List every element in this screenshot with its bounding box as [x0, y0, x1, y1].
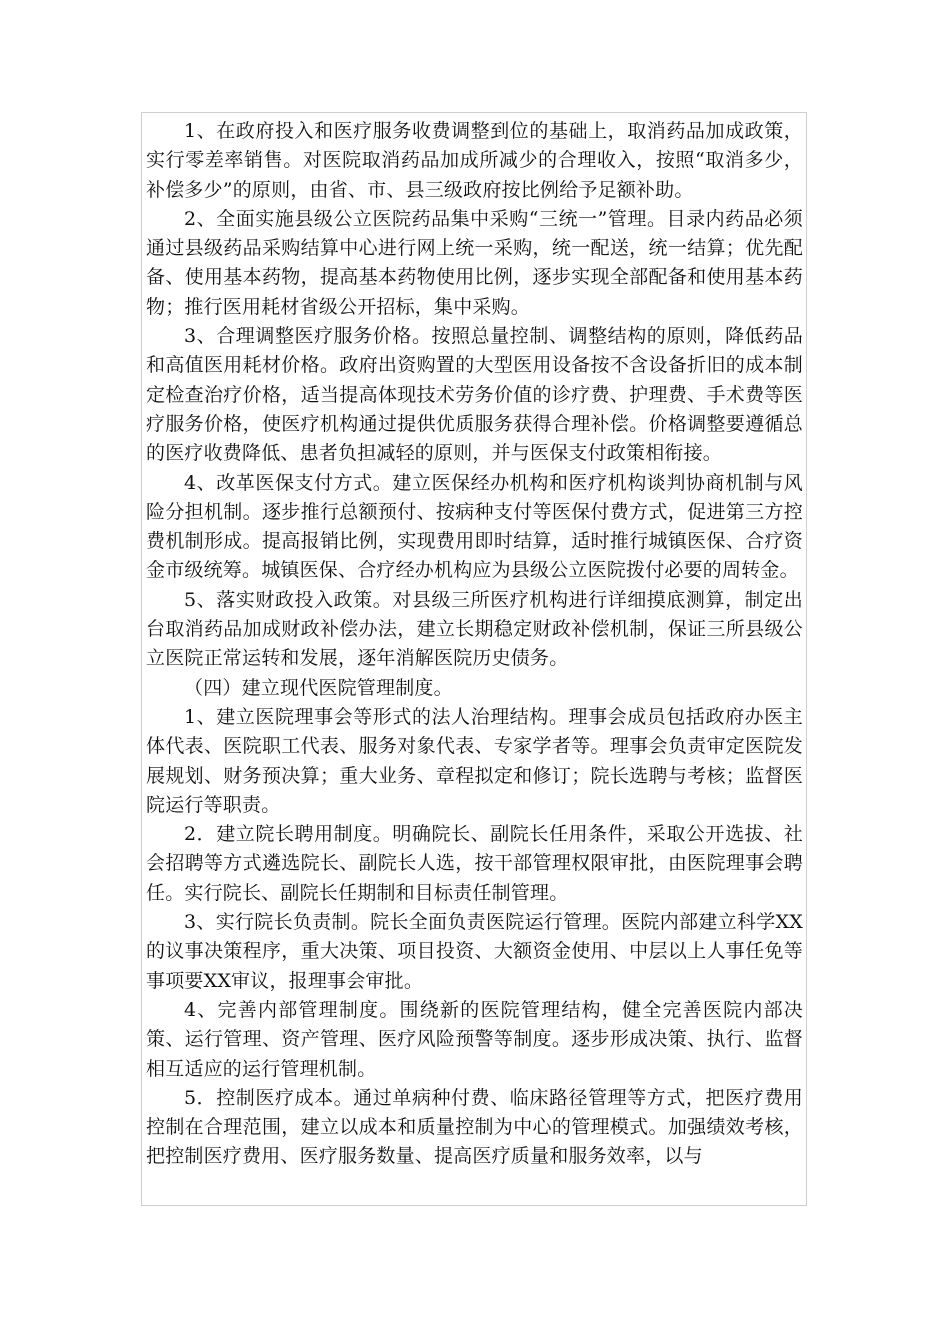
paragraph-internal-management: 4、完善内部管理制度。围绕新的医院管理结构，健全完善医院内部决策、运行管理、资产管理、医疗风险预警等制度。逐步形成决策、执行、监督相互适应的运行管理机制。: [146, 998, 803, 1080]
document-body: [146, 117, 803, 1172]
section-heading: （四）建立现代医院管理制度。: [184, 676, 453, 699]
paragraph-governance-structure: 1、建立医院理事会等形式的法人治理结构。理事会成员包括政府办医主体代表、医院职工代表、服务对象代表、专家学者等。理事会负责审定医院发展规划、财务预决算；重大业务、章程拟定和修订；院长选聘与考核；监督医院运行等职责。: [146, 705, 803, 816]
paragraph-insurance-payment: 4、改革医保支付方式。建立医保经办机构和医疗机构谈判协商机制与风险分担机制。逐步推行总额预付、按病种支付等医保付费方式，促进第三方控费机制形成。提高报销比例，实现费用即时结算，适时推行城镇医保、合疗资金市级统筹。城镇医保、合疗经办机构应为县级公立医院拨付必要的周转金。: [146, 471, 803, 582]
paragraph-service-pricing: 3、合理调整医疗服务价格。按照总量控制、调整结构的原则，降低药品和高值医用耗材价格。政府出资购置的大型医用设备按不含设备折旧的成本制定检查治疗价格，适当提高体现技术劳务价值的诊疗费、护理费、手术费等医疗服务价格，使医疗机构通过提供优质服务获得合理补偿。价格调整要遵循总的医疗收费降低、患者负担减轻的原则，并与医保支付政策相衔接。: [146, 325, 803, 465]
paragraph-cost-control: 5．控制医疗成本。通过单病种付费、临床路径管理等方式，把医疗费用控制在合理范围，建立以成本和质量控制为中心的管理模式。加强绩效考核，把控制医疗费用、医疗服务数量、提高医疗质量和服务效率，以与: [146, 1086, 803, 1168]
document-frame: [141, 112, 807, 1206]
paragraph-president-appointment: 2．建立院长聘用制度。明确院长、副院长任用条件，采取公开选拔、社会招聘等方式遴选院长、副院长人选，按干部管理权限审批，由医院理事会聘任。实行院长、副院长任期制和目标责任制管理。: [146, 823, 803, 904]
paragraph-drug-markup: 1、在政府投入和医疗服务收费调整到位的基础上，取消药品加成政策，实行零差率销售。对医院取消药品加成所减少的合理收入，按照“取消多少，补偿多少”的原则，由省、市、县三级政府按比例给予足额补助。: [146, 120, 803, 201]
paragraph-drug-procurement: 2、全面实施县级公立医院药品集中采购“三统一”管理。目录内药品必须通过县级药品采购结算中心进行网上统一采购，统一配送，统一结算；优先配备、使用基本药物，提高基本药物使用比例，逐步实现全部配备和使用基本药物；推行医用耗材省级公开招标，集中采购。: [146, 207, 803, 318]
paragraph-fiscal-investment: 5、落实财政投入政策。对县级三所医疗机构进行详细摸底测算，制定出台取消药品加成财政补偿办法，建立长期稳定财政补偿机制，保证三所县级公立医院正常运转和发展，逐年消解医院历史债务。: [146, 588, 803, 670]
paragraph-president-responsibility: 3、实行院长负责制。院长全面负责医院运行管理。医院内部建立科学XX的议事决策程序，重大决策、项目投资、大额资金使用、中层以上人事任免等事项要XX审议，报理事会审批。: [146, 911, 803, 992]
